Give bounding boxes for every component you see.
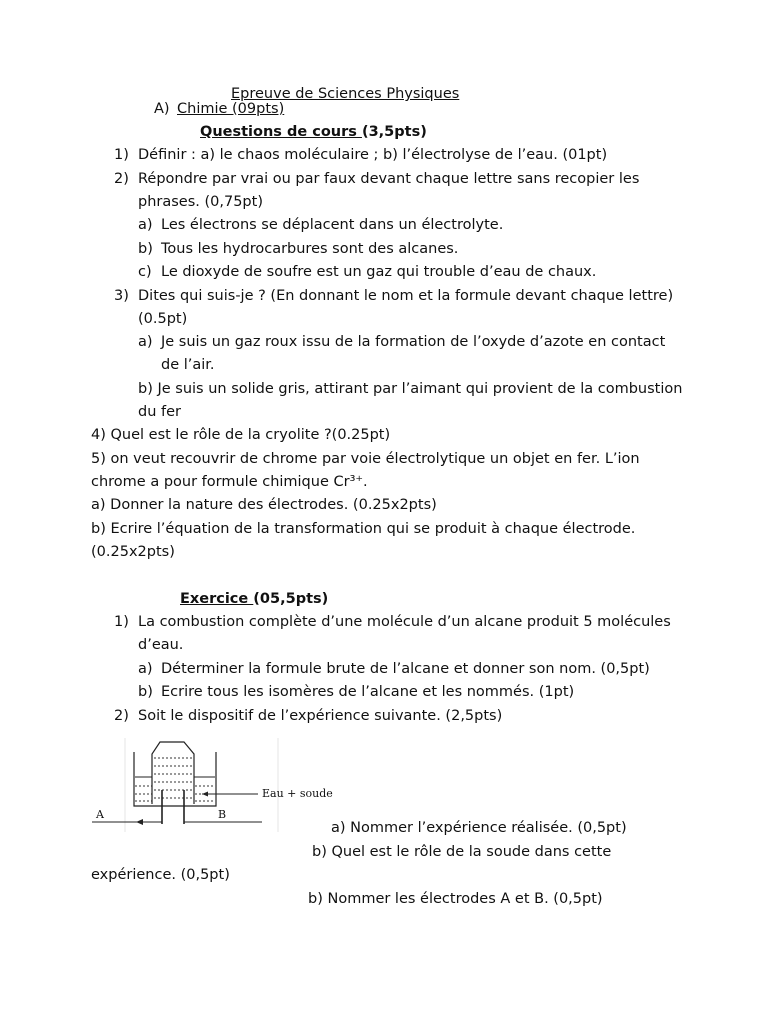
- electrolysis-apparatus-figure: [92, 736, 352, 836]
- q5-line2: chrome a pour formule chimique Cr³⁺.: [91, 474, 368, 490]
- q4-text: 4) Quel est le rôle de la cryolite ?(0.25pt): [91, 427, 391, 443]
- q1-number: 1): [114, 147, 129, 163]
- collecting-tube: [152, 742, 194, 804]
- electrode-a-label: A: [96, 808, 104, 821]
- solution-label: Eau + soude: [262, 787, 333, 800]
- q3-a-letter: a): [138, 334, 153, 350]
- q1-text: Définir : a) le chaos moléculaire ; b) l’électrolyse de l’eau. (01pt): [138, 147, 608, 163]
- e2-number: 2): [114, 708, 129, 724]
- exercice-heading-points: (05,5pts): [253, 591, 329, 607]
- e1-b-letter: b): [138, 684, 153, 700]
- questions-de-cours-heading: [200, 122, 427, 142]
- section-a-label: Chimie (09pts): [177, 101, 285, 117]
- e1-a-letter: a): [138, 661, 153, 677]
- q2-item-c-letter: c): [138, 264, 152, 280]
- e2-question-a: a) Nommer l’expérience réalisée. (0,5pt): [331, 820, 627, 836]
- e1-a-text: Déterminer la formule brute de l’alcane et donner son nom. (0,5pt): [161, 661, 650, 677]
- q2-item-b-letter: b): [138, 241, 153, 257]
- exercice-heading: [180, 589, 328, 609]
- q2-item-b-text: Tous les hydrocarbures sont des alcanes.: [161, 241, 459, 257]
- electrode-b-label: B: [218, 808, 227, 821]
- q3-line1: Dites qui suis-je ? (En donnant le nom et la formule devant chaque lettre): [138, 288, 674, 304]
- q3-line2: (0.5pt): [138, 311, 188, 327]
- e2-question-b-line2: expérience. (0,5pt): [91, 867, 230, 883]
- q3-b-line1: b) Je suis un solide gris, attirant par l’aimant qui provient de la combustion: [138, 381, 683, 397]
- e1-line1: La combustion complète d’une molécule d’un alcane produit 5 molécules: [138, 614, 671, 630]
- q5-a: a) Donner la nature des électrodes. (0.25x2pts): [91, 497, 437, 513]
- e2-text: Soit le dispositif de l’expérience suivante. (2,5pts): [138, 708, 503, 724]
- section-a-marker: A): [154, 101, 170, 117]
- q3-a-line2: de l’air.: [161, 357, 215, 373]
- q5-b-points: (0.25x2pts): [91, 544, 175, 560]
- e1-line2: d’eau.: [138, 637, 184, 653]
- cours-heading-text: Questions de cours: [200, 124, 362, 140]
- q2-item-a-text: Les électrons se déplacent dans un électrolyte.: [161, 217, 504, 233]
- q3-number: 3): [114, 288, 129, 304]
- current-arrow: [136, 819, 143, 825]
- e1-number: 1): [114, 614, 129, 630]
- q2-number: 2): [114, 171, 129, 187]
- q3-b-line2: du fer: [138, 404, 181, 420]
- document-title: Epreuve de Sciences Physiques: [231, 86, 460, 102]
- q3-a-line1: Je suis un gaz roux issu de la formation de l’oxyde d’azote en contact: [161, 334, 666, 350]
- e2-question-b-line1: b) Quel est le rôle de la soude dans cette: [312, 844, 612, 860]
- q5-b: b) Ecrire l’équation de la transformation qui se produit à chaque électrode.: [91, 521, 636, 537]
- e2-question-c: b) Nommer les électrodes A et B. (0,5pt): [308, 891, 603, 907]
- q2-item-a-letter: a): [138, 217, 153, 233]
- q2-line2: phrases. (0,75pt): [138, 194, 263, 210]
- cours-heading-points: (3,5pts): [361, 124, 427, 140]
- e1-b-text: Ecrire tous les isomères de l’alcane et les nommés. (1pt): [161, 684, 575, 700]
- exercice-heading-text: Exercice: [180, 591, 254, 607]
- q2-line1: Répondre par vrai ou par faux devant chaque lettre sans recopier les: [138, 171, 640, 187]
- q5-line1: 5) on veut recouvrir de chrome par voie électrolytique un objet en fer. L’ion: [91, 451, 640, 467]
- q2-item-c-text: Le dioxyde de soufre est un gaz qui trouble d’eau de chaux.: [161, 264, 597, 280]
